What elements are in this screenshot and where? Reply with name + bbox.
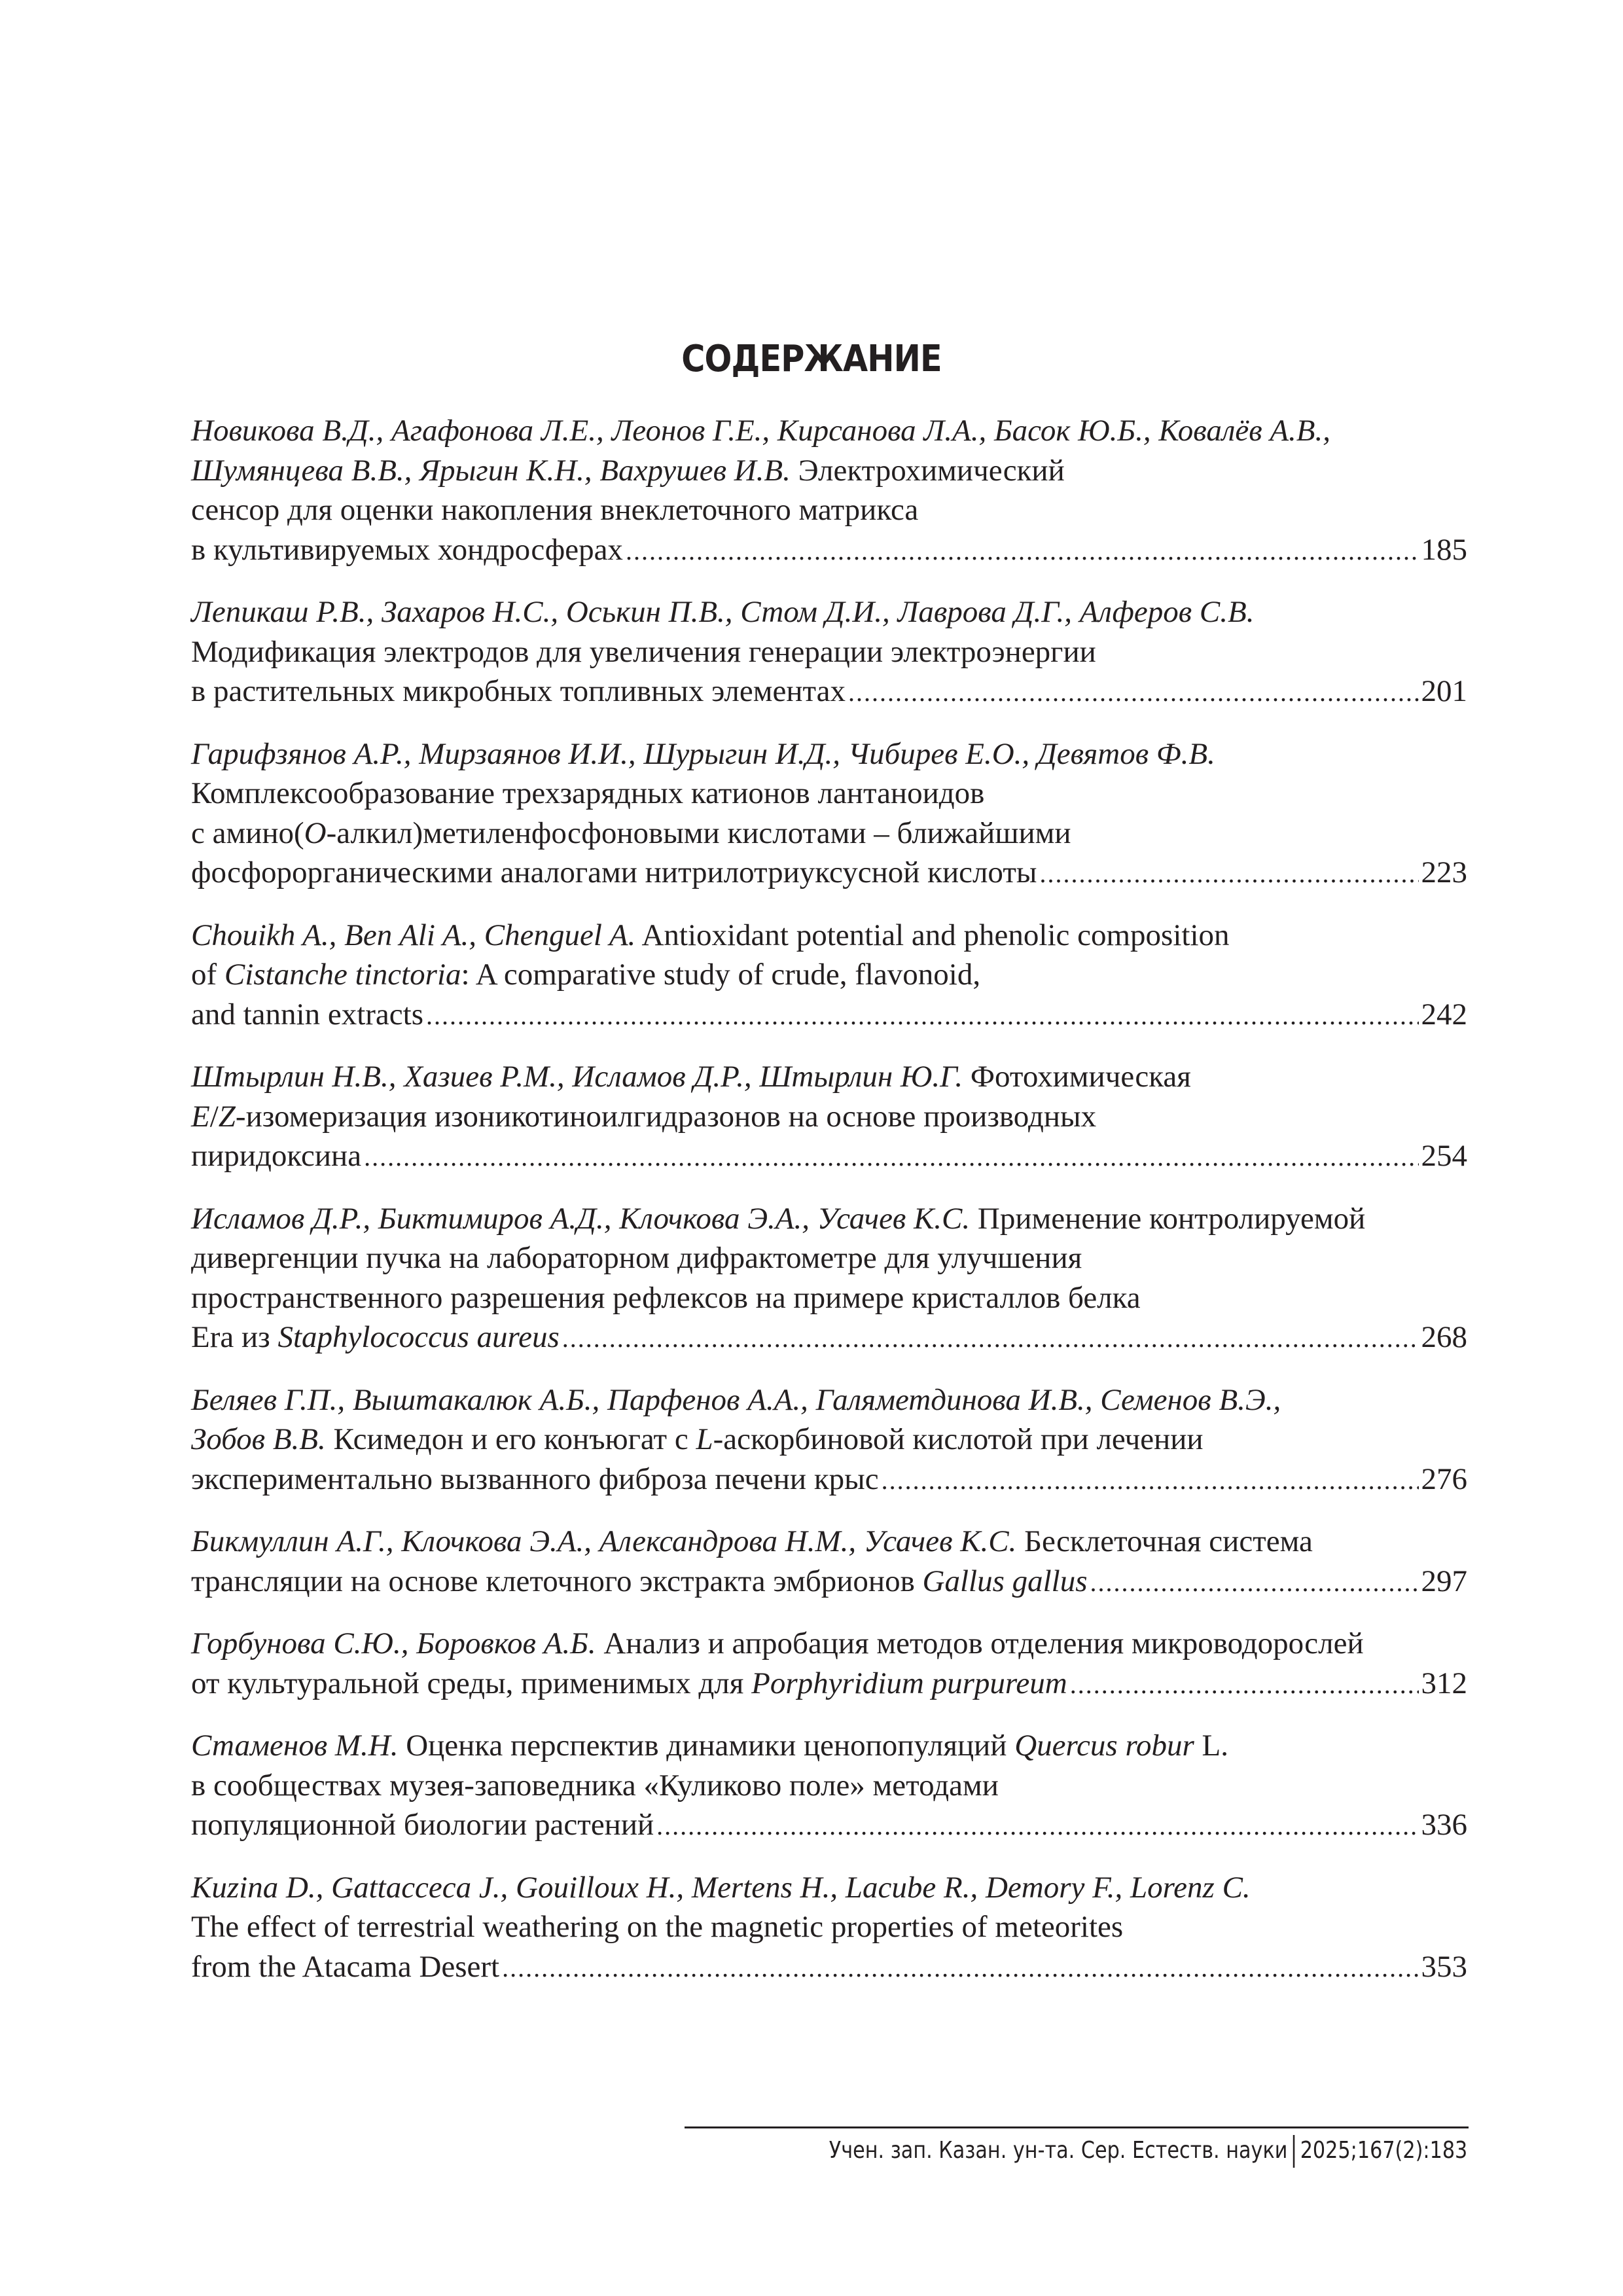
toc-entry-line (191, 774, 1467, 814)
dot-leader (1039, 854, 1418, 894)
italic-text: Quercus robur (1014, 1729, 1194, 1763)
toc-entry-line (191, 1947, 1467, 1988)
toc-entry-line (191, 1766, 1467, 1806)
toc-entry-first-line (191, 1522, 1467, 1562)
text: пиридоксина (191, 1139, 362, 1173)
text: from the Atacama Desert (191, 1949, 500, 1984)
page-number[interactable]: 185 (1421, 532, 1467, 567)
text: Электрохимический (790, 453, 1065, 488)
toc-entry[interactable] (191, 592, 1467, 713)
toc-entry-first-line (191, 1868, 1467, 1908)
toc-entry[interactable] (191, 734, 1467, 894)
toc-entry-line-text (191, 1318, 560, 1357)
text: of (191, 958, 224, 992)
footer-separator (1293, 2135, 1294, 2168)
toc-entry-line (191, 490, 1467, 530)
text: : A comparative study of crude, flavonoid, (461, 958, 981, 992)
italic-text: Новикова В.Д., Агафонова Л.Е., Леонов Г.Е., Кирсанова Л.А., Басок Ю.Б., Ковалёв А.В., (191, 414, 1331, 448)
toc-entry-line (191, 1460, 1467, 1501)
page-number[interactable]: 336 (1421, 1808, 1467, 1842)
dot-leader (364, 1138, 1418, 1177)
dot-leader (502, 1948, 1418, 1988)
toc-entry-line-text (191, 1562, 1088, 1602)
text: сенсор для оценки накопления внеклеточного матрикса (191, 493, 919, 527)
dot-leader (656, 1806, 1418, 1846)
italic-text: Kuzina D., Gattacceca J., Gouilloux H., Mertens H., Lacube R., Demory F., Lorenz C. (191, 1870, 1251, 1905)
text: Antioxidant potential and phenolic composition (635, 918, 1230, 952)
text: фосфорорганическими аналогами нитрилотриуксусной кислоты (191, 855, 1037, 889)
toc-entry-first-line (191, 916, 1467, 956)
toc-entry-line (191, 451, 1467, 491)
italic-text: O (304, 816, 327, 850)
toc-entry[interactable] (191, 1380, 1467, 1501)
toc-entry[interactable] (191, 916, 1467, 1036)
toc-entry-line (191, 530, 1467, 571)
toc-entry-line-text (191, 1664, 1067, 1704)
text: в сообществах музея-заповедника «Куликово поле» методами (191, 1768, 999, 1803)
dot-leader (562, 1319, 1419, 1359)
toc-entry-first-line (191, 734, 1467, 774)
dot-leader (626, 531, 1419, 571)
text: от культуральной среды, применимых для (191, 1666, 752, 1700)
toc-entry-line-text (191, 995, 423, 1035)
toc-entry-line (191, 1097, 1467, 1137)
dot-leader (1070, 1665, 1419, 1705)
text: L. (1194, 1729, 1228, 1763)
toc-entry-first-line (191, 1199, 1467, 1239)
toc-entry-first-line (191, 1726, 1467, 1766)
page-title: СОДЕРЖАНИЕ (681, 337, 942, 380)
page-number[interactable]: 297 (1421, 1564, 1467, 1598)
italic-text: Шумянцева В.В., Ярыгин К.Н., Вахрушев И.В. (191, 453, 791, 488)
page-number[interactable]: 353 (1421, 1949, 1467, 1984)
toc-entry-line (191, 995, 1467, 1036)
text: Модификация электродов для увеличения генерации электроэнергии (191, 634, 1096, 669)
text: дивергенции пучка на лабораторном дифрактометре для улучшения (191, 1241, 1082, 1275)
page-number[interactable]: 254 (1421, 1139, 1467, 1173)
italic-text: Горбунова С.Ю., Боровков А.Б. (191, 1626, 596, 1660)
toc-entry-line-text (191, 1805, 654, 1845)
toc-entry[interactable] (191, 411, 1467, 571)
toc-entry-first-line (191, 1057, 1467, 1097)
italic-text: Исламов Д.Р., Биктимиров А.Д., Клочкова Э.А., Усачев К.С. (191, 1201, 971, 1236)
text: экспериментально вызванного фиброза печени крыс (191, 1462, 879, 1496)
toc-entry-line-text (191, 1136, 362, 1176)
text: Анализ и апробация методов отделения микроводорослей (596, 1626, 1364, 1660)
text: Комплексообразование трехзарядных катионов лантаноидов (191, 776, 985, 810)
text: and tannin extracts (191, 997, 423, 1031)
toc-entry-line (191, 1420, 1467, 1460)
toc-entry-line-text (191, 1460, 879, 1499)
toc-entry[interactable] (191, 1868, 1467, 1988)
text: Оценка перспектив динамики ценопопуляций (398, 1729, 1015, 1763)
text: пространственного разрешения рефлексов на примере кристаллов белка (191, 1280, 1141, 1315)
dot-leader (1090, 1563, 1419, 1603)
text: -алкил)метиленфосфоновыми кислотами – ближайшими (326, 816, 1071, 850)
italic-text: Staphylococcus aureus (277, 1320, 560, 1354)
italic-text: Стаменов М.Н. (191, 1729, 399, 1763)
toc-entry-line (191, 853, 1467, 894)
italic-text: Беляев Г.П., Выштакалюк А.Б., Парфенов А.А., Галяметдинова И.В., Семенов В.Э., (191, 1382, 1281, 1417)
toc-entry[interactable] (191, 1522, 1467, 1602)
page-number[interactable]: 312 (1421, 1666, 1467, 1700)
toc-entry-line-text (191, 672, 846, 711)
page-number[interactable]: 223 (1421, 855, 1467, 889)
text: в культивируемых хондросферах (191, 532, 623, 567)
italic-text: Cistanche tinctoria (224, 958, 461, 992)
running-footer (829, 2135, 1467, 2168)
italic-text: Гарифзянов А.Р., Мирзаянов И.И., Шурыгин И.Д., Чибирев Е.О., Девятов Ф.В. (191, 736, 1215, 771)
toc-entry-first-line (191, 1624, 1467, 1664)
toc-entry[interactable] (191, 1199, 1467, 1359)
page-number[interactable]: 268 (1421, 1320, 1467, 1354)
page-number[interactable]: 242 (1421, 997, 1467, 1031)
italic-text: Штырлин Н.В., Хазиев Р.М., Исламов Д.Р., Штырлин Ю.Г. (191, 1060, 963, 1094)
toc-entry-line (191, 1805, 1467, 1846)
footer-citation: 2025;167(2):183 (1300, 2137, 1467, 2164)
toc-entry-first-line (191, 592, 1467, 632)
text: трансляции на основе клеточного экстракта эмбрионов (191, 1564, 923, 1598)
italic-text: Z (218, 1099, 236, 1134)
footer-journal-name: Учен. зап. Казан. ун-та. Сер. Естеств. науки (829, 2137, 1288, 2164)
footer-divider (685, 2126, 1469, 2128)
italic-text: Зобов В.В. (191, 1422, 326, 1456)
dot-leader (848, 673, 1419, 713)
italic-text: Gallus gallus (922, 1564, 1088, 1598)
text: Ксимедон и его конъюгат с (325, 1422, 696, 1456)
text: Применение контролируемой (970, 1201, 1366, 1236)
italic-text: Chouikh A., Ben Ali A., Chenguel A. (191, 918, 636, 952)
toc-entry-line (191, 672, 1467, 713)
page-number[interactable]: 201 (1421, 674, 1467, 708)
text: Фотохимическая (963, 1060, 1191, 1094)
text: -аскорбиновой кислотой при лечении (713, 1422, 1204, 1456)
text: The effect of terrestrial weathering on the magnetic properties of meteorites (191, 1910, 1124, 1944)
toc-entry-first-line (191, 411, 1467, 451)
toc-entry-line (191, 955, 1467, 995)
toc-entry-line (191, 1664, 1467, 1705)
italic-text: E (191, 1099, 210, 1134)
toc-entry-line (191, 1562, 1467, 1603)
toc-entry-line (191, 1318, 1467, 1359)
toc-entry[interactable] (191, 1726, 1467, 1846)
table-of-contents (191, 411, 1467, 2009)
page-number[interactable]: 276 (1421, 1462, 1467, 1496)
toc-entry-first-line (191, 1380, 1467, 1420)
text: с амино( (191, 816, 304, 850)
dot-leader (426, 996, 1419, 1036)
italic-text: Лепикаш Р.В., Захаров Н.С., Оськин П.В., Стом Д.И., Лаврова Д.Г., Алферов С.В. (191, 595, 1255, 629)
italic-text: Porphyridium purpureum (751, 1666, 1067, 1700)
toc-entry[interactable] (191, 1624, 1467, 1704)
toc-entry-line (191, 1136, 1467, 1177)
text: -изомеризация изоникотиноилгидразонов на основе производных (235, 1099, 1097, 1134)
text: / (209, 1099, 219, 1134)
italic-text: Бикмуллин А.Г., Клочкова Э.А., Александрова Н.М., Усачев К.С. (191, 1524, 1017, 1558)
toc-entry-line (191, 814, 1467, 853)
italic-text: L (696, 1422, 713, 1456)
text: Бесклеточная система (1016, 1524, 1313, 1558)
toc-entry-line-text (191, 1947, 500, 1987)
toc-entry-line (191, 1278, 1467, 1318)
text: популяционной биологии растений (191, 1808, 654, 1842)
text: Era из (191, 1320, 278, 1354)
toc-entry-line-text (191, 530, 623, 570)
toc-entry[interactable] (191, 1057, 1467, 1177)
text: в растительных микробных топливных элементах (191, 674, 846, 708)
toc-entry-line-text (191, 853, 1037, 893)
toc-entry-line (191, 632, 1467, 672)
dot-leader (882, 1461, 1419, 1501)
toc-entry-line (191, 1238, 1467, 1278)
toc-entry-line (191, 1907, 1467, 1947)
